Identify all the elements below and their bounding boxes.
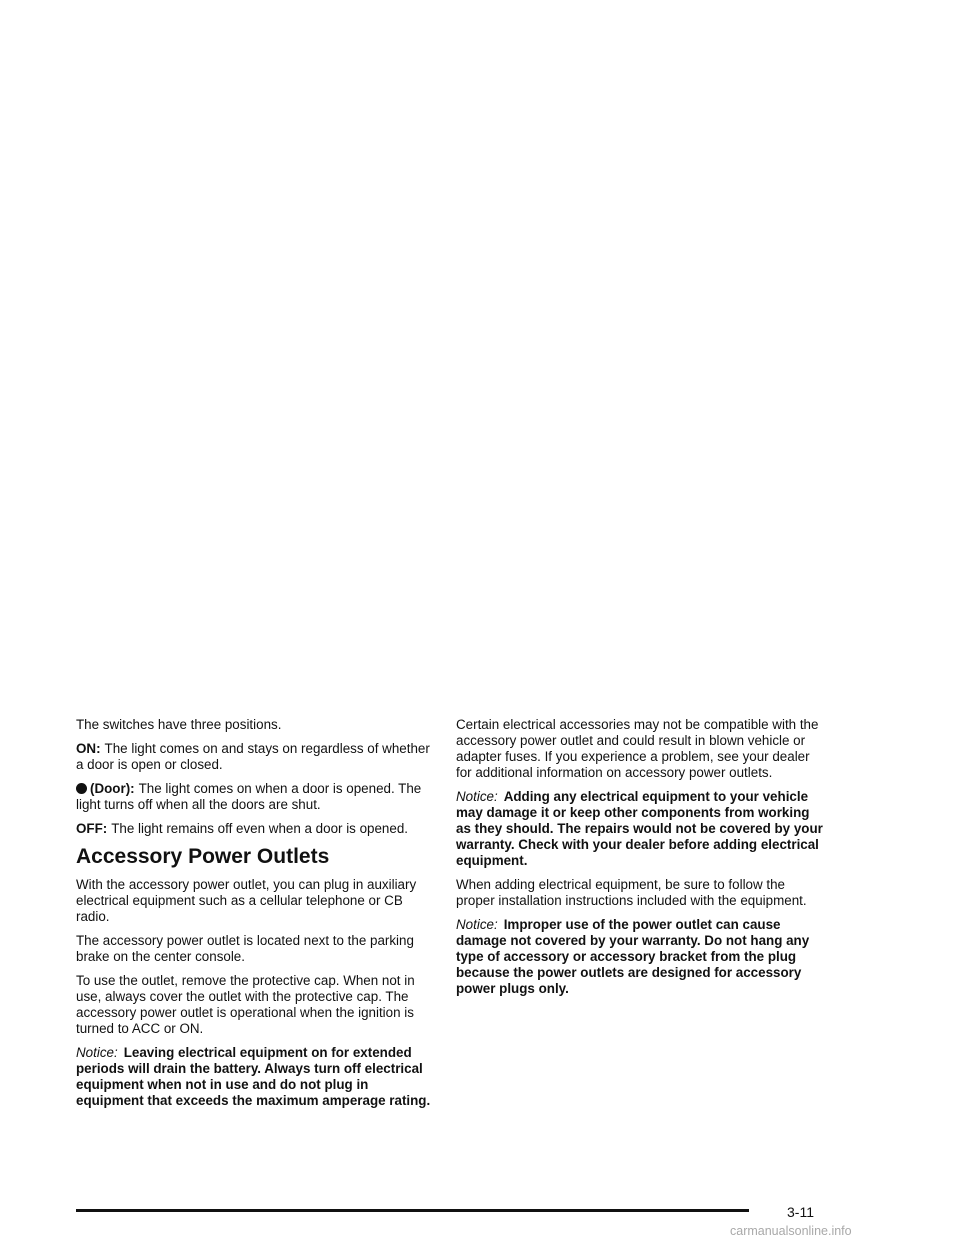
section-heading: Accessory Power Outlets (76, 845, 330, 868)
on-label: ON: (76, 741, 101, 756)
equipment-notice (456, 789, 826, 869)
off-description: The light remains off even when a door is opened. (111, 821, 408, 836)
door-description: The light comes on when a door is opened. The light turns off when all the doors are shut. (76, 781, 422, 812)
installation-paragraph: When adding electrical equipment, be sure to follow the proper installation instructions included with the equipment. (456, 877, 807, 908)
door-position-paragraph (76, 781, 438, 813)
outlet-location-paragraph: The accessory power outlet is located next to the parking brake on the center console. (76, 933, 414, 964)
left-column (76, 717, 438, 1117)
battery-notice (76, 1045, 438, 1109)
off-label: OFF: (76, 821, 108, 836)
compatibility-paragraph: Certain electrical accessories may not be compatible with the accessory power outlet and could result in blown vehicle or adapter fuses. If you experience a problem, see your dealer for additional information on accessory power outlets. (456, 717, 819, 780)
lamp-icon (76, 783, 87, 794)
notice-label: Notice: (76, 1045, 118, 1060)
door-label: (Door): (90, 781, 135, 796)
notice-text: Leaving electrical equipment on for extended periods will drain the battery. Always turn off electrical equipment when not in use and do not plug in equipment that exceeds the maximum amperage rating. (76, 1045, 431, 1108)
off-position-paragraph (76, 821, 438, 837)
watermark: carmanualsonline.info (730, 1224, 852, 1238)
outlet-intro-paragraph: With the accessory power outlet, you can plug in auxiliary electrical equipment such as a cellular telephone or CB radio. (76, 877, 417, 924)
intro-paragraph: The switches have three positions. (76, 717, 282, 732)
footer-rule (76, 1209, 749, 1212)
on-description: The light comes on and stays on regardless of whether a door is open or closed. (76, 741, 430, 772)
misuse-notice (456, 917, 826, 997)
outlet-usage-paragraph: To use the outlet, remove the protective cap. When not in use, always cover the outlet with the protective cap. The accessory power outlet is operational when the ignition is turned to ACC or ON. (76, 973, 415, 1036)
notice-label: Notice: (456, 789, 498, 804)
notice-label: Notice: (456, 917, 498, 932)
page-number: 3-11 (787, 1204, 814, 1220)
on-position-paragraph (76, 741, 438, 773)
notice-text: Adding any electrical equipment to your vehicle may damage it or keep other components from working as they should. The repairs would not be covered by your warranty. Check with your dealer before adding electrical equipment. (456, 789, 823, 868)
right-column (456, 717, 826, 1005)
notice-text: Improper use of the power outlet can cause damage not covered by your warranty. Do not hang any type of accessory or accessory bracket from the plug because the power outlets are designed for accessory power plugs only. (456, 917, 810, 996)
